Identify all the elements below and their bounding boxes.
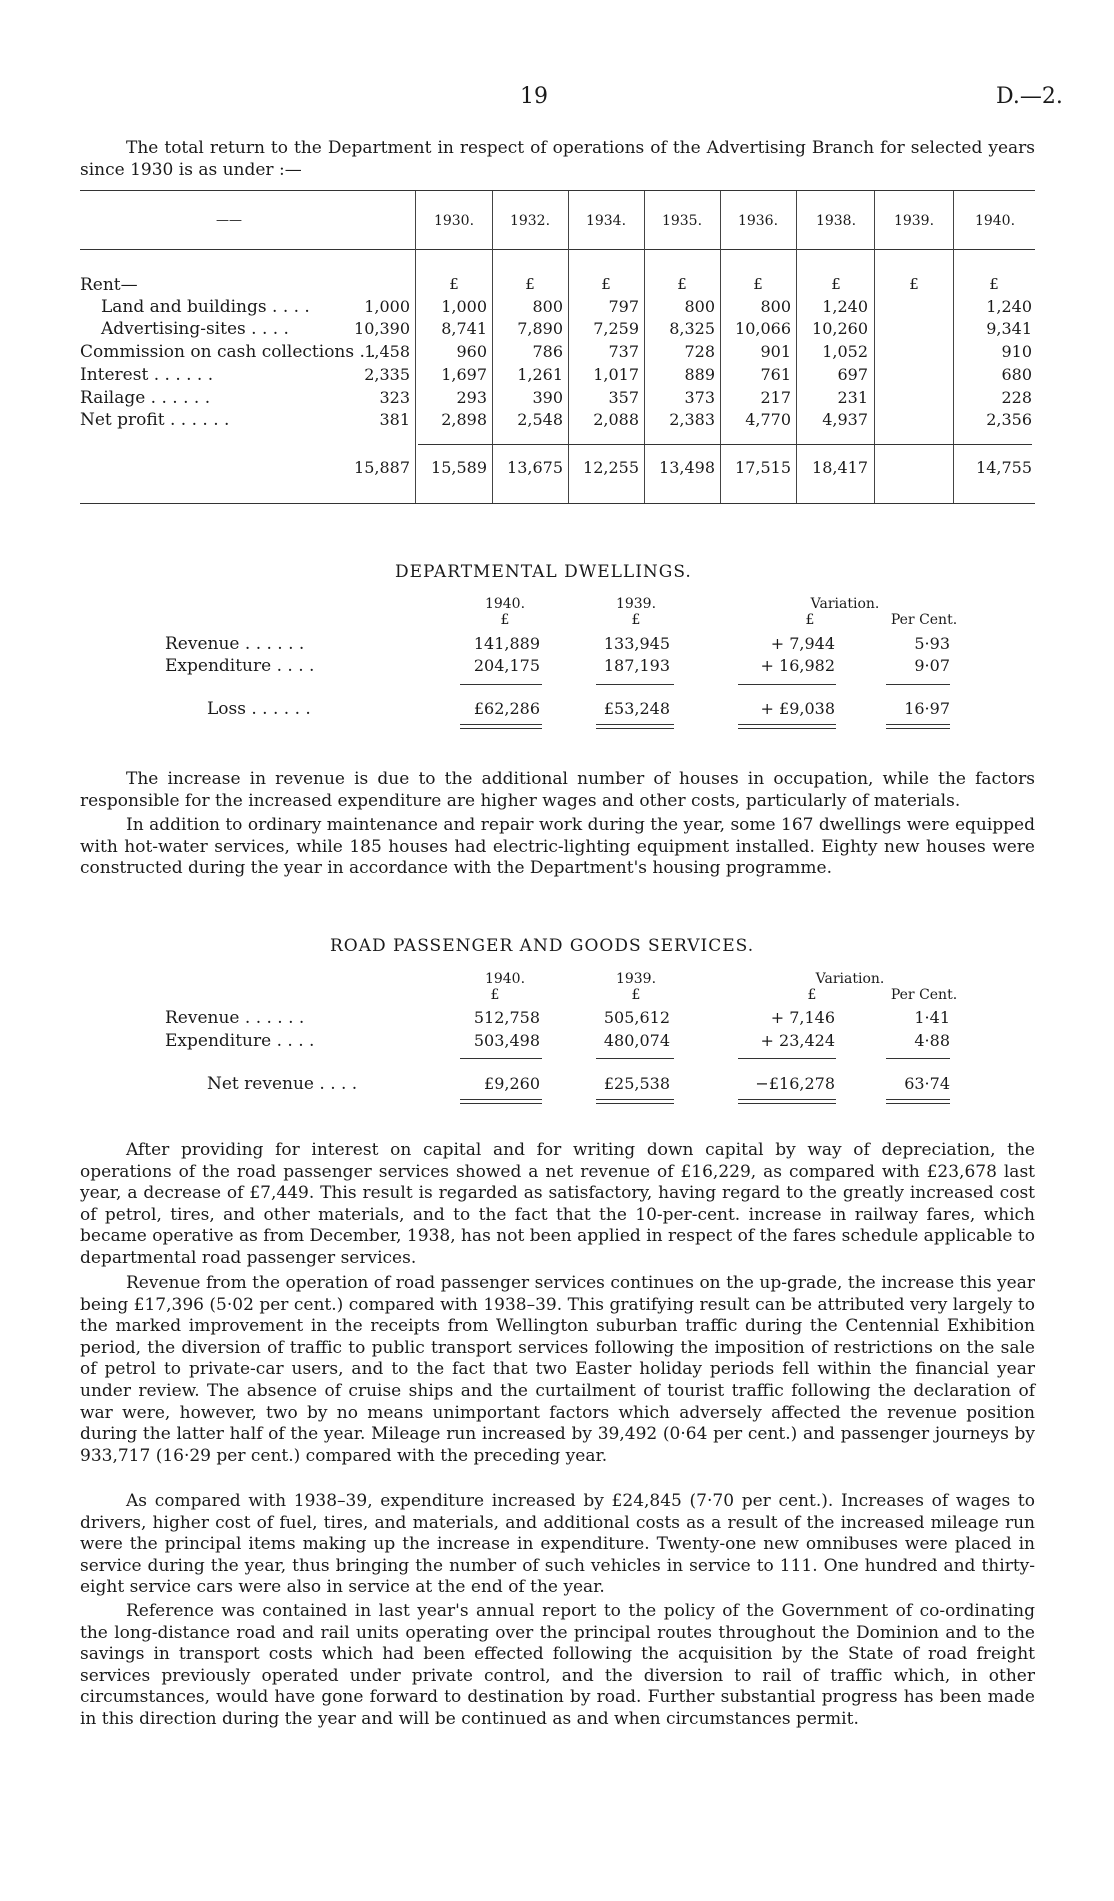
unit-pound: £ (807, 987, 817, 1003)
col-divider (953, 191, 954, 503)
table-cell: 800 (532, 297, 563, 316)
column-header-1940: 1940. (484, 971, 526, 987)
table-cell: 373 (684, 388, 715, 407)
unit-pound: £ (490, 987, 500, 1003)
table-header-rule (80, 249, 1035, 250)
table-cell: 9,341 (986, 319, 1032, 338)
value-percent: 4·88 (914, 1031, 950, 1050)
total-cell: 12,255 (583, 458, 639, 477)
table-cell: 228 (1001, 388, 1032, 407)
total-label: Net revenue . . . . (207, 1074, 358, 1094)
table-corner-label: —— (216, 213, 242, 228)
unit-pound: £ (500, 612, 510, 628)
column-header-1940: 1940. (484, 596, 526, 612)
table-cell: 1,052 (822, 342, 868, 361)
row-label: Expenditure . . . . (165, 1031, 315, 1051)
table-cell: 1,697 (441, 365, 487, 384)
table-cell: 1,261 (517, 365, 563, 384)
table-cell: 2,898 (441, 410, 487, 429)
currency-symbol: £ (601, 275, 611, 293)
table-cell: 10,066 (735, 319, 791, 338)
total-double-rule (738, 724, 836, 729)
table-cell: 728 (684, 342, 715, 361)
unit-percent: Per Cent. (890, 612, 958, 628)
value-1940: 204,175 (473, 656, 540, 675)
total-label: Loss . . . . . . (207, 699, 311, 719)
year-header: 1939. (893, 213, 935, 229)
table-cell: 231 (837, 388, 868, 407)
paragraph: The increase in revenue is due to the additional number of houses in occupation, while the factors responsible for the increased expenditure are higher wages and other costs, particularly of materials. (80, 769, 1035, 811)
table-cell: 4,770 (745, 410, 791, 429)
total-cell: 13,675 (507, 458, 563, 477)
total-cell: 14,755 (976, 458, 1032, 477)
total-cell: 17,515 (735, 458, 791, 477)
table-cell: 1,017 (593, 365, 639, 384)
subtotal-rule (738, 684, 836, 685)
year-header: 1930. (433, 213, 475, 229)
year-header: 1940. (974, 213, 1016, 229)
table-cell: 10,390 (354, 319, 410, 338)
subtotal-rule (596, 684, 674, 685)
value-percent: 1·41 (914, 1008, 950, 1027)
row-label: Interest . . . . . . (80, 365, 214, 385)
table-cell: 2,356 (986, 410, 1032, 429)
year-header: 1938. (815, 213, 857, 229)
table-cell: 797 (608, 297, 639, 316)
value-variation: + 23,424 (760, 1031, 835, 1050)
currency-symbol: £ (909, 275, 919, 293)
subtotal-rule (886, 1058, 950, 1059)
table-cell: 357 (608, 388, 639, 407)
value-1940: 512,758 (473, 1008, 540, 1027)
value-percent: 5·93 (914, 634, 950, 653)
section-title: ROAD PASSENGER AND GOODS SERVICES. (330, 936, 755, 956)
value-variation: + 7,146 (770, 1008, 835, 1027)
total-double-rule (460, 724, 542, 729)
table-cell: 1,000 (441, 297, 487, 316)
year-header: 1934. (585, 213, 627, 229)
col-divider (492, 191, 493, 503)
table-cell: 800 (760, 297, 791, 316)
intro-paragraph: The total return to the Department in respect of operations of the Advertising Branch for selected years since 1930 is as under :— (80, 138, 1035, 180)
total-1940: £9,260 (484, 1074, 540, 1093)
total-1939: £25,538 (603, 1074, 670, 1093)
currency-symbol: £ (449, 275, 459, 293)
table-cell: 7,259 (593, 319, 639, 338)
table-cell: 737 (608, 342, 639, 361)
total-percent: 16·97 (904, 699, 950, 718)
column-header-variation: Variation. (810, 596, 880, 612)
total-cell: 13,498 (659, 458, 715, 477)
total-1940: £62,286 (473, 699, 540, 718)
table-cell: 1,240 (822, 297, 868, 316)
row-label: Land and buildings . . . . (101, 297, 310, 317)
total-cell: 18,417 (812, 458, 868, 477)
table-cell: 697 (837, 365, 868, 384)
value-1939: 187,193 (603, 656, 670, 675)
table-cell: 901 (760, 342, 791, 361)
row-label: Revenue . . . . . . (165, 1008, 305, 1028)
paragraph: As compared with 1938–39, expenditure increased by £24,845 (7·70 per cent.). Increases of wages to drivers, higher cost of fuel, tires, and materials, and additional costs as a result of the increased mileage run were the principal items making up the increase in expenditure. Twenty-one new omnibuses were placed in service during the year, thus bringing the number of such vehicles in service to 111. One hundred and thirty-eight service cars were also in service at the end of the year. (80, 1491, 1035, 1598)
col-divider (568, 191, 569, 503)
paragraph: After providing for interest on capital and for writing down capital by way of depreciation, the operations of the road passenger services showed a net revenue of £16,229, as compared with £23,678 last year, a decrease of £7,449. This result is regarded as satisfactory, having regard to the greatly increased cost of petrol, tires, and other materials, and to the fact that the 10-per-cent. increase in railway fares, which became operative as from December, 1938, has not been applied in respect of the fares schedule applicable to departmental road passenger services. (80, 1140, 1035, 1268)
column-header-1939: 1939. (615, 596, 657, 612)
table-cell: 2,548 (517, 410, 563, 429)
value-1939: 480,074 (603, 1031, 670, 1050)
subtotal-rule (886, 684, 950, 685)
currency-symbol: £ (525, 275, 535, 293)
unit-pound: £ (805, 612, 815, 628)
currency-symbol: £ (677, 275, 687, 293)
table-cell: 381 (379, 410, 410, 429)
table-cell: 761 (760, 365, 791, 384)
totals-rule (418, 444, 1032, 445)
col-divider (720, 191, 721, 503)
col-divider (874, 191, 875, 503)
table-cell: 217 (760, 388, 791, 407)
table-cell: 8,325 (669, 319, 715, 338)
total-1939: £53,248 (603, 699, 670, 718)
value-1940: 141,889 (473, 634, 540, 653)
value-1939: 133,945 (603, 634, 670, 653)
row-label: Net profit . . . . . . (80, 410, 230, 430)
currency-symbol: £ (989, 275, 999, 293)
total-double-rule (460, 1099, 542, 1104)
year-header: 1936. (737, 213, 779, 229)
unit-pound: £ (631, 612, 641, 628)
table-bottom-rule (80, 503, 1035, 504)
table-cell: 2,335 (364, 365, 410, 384)
row-label: Commission on cash collections . . (80, 342, 376, 362)
table-cell: 1,458 (364, 342, 410, 361)
col-divider (415, 191, 416, 503)
table-cell: 910 (1001, 342, 1032, 361)
table-cell: 960 (456, 342, 487, 361)
unit-pound: £ (631, 987, 641, 1003)
subtotal-rule (596, 1058, 674, 1059)
col-divider (796, 191, 797, 503)
currency-symbol: £ (831, 275, 841, 293)
total-double-rule (738, 1099, 836, 1104)
paragraph: Revenue from the operation of road passenger services continues on the up-grade, the increase this year being £17,396 (5·02 per cent.) compared with 1938–39. This gratifying result can be attributed very largely to the marked improvement in the receipts from Wellington suburban traffic during the Centennial Exhibition period, the diversion of traffic to public transport services following the imposition of restrictions on the sale of petrol to private-car users, and to the fact that two Easter holiday periods fell within the financial year under review. The absence of cruise ships and the curtailment of tourist traffic following the declaration of war were, however, two by no means unimportant factors which adversely affected the revenue position during the latter half of the year. Mileage run increased by 39,492 (0·64 per cent.) and passenger journeys by 933,717 (16·29 per cent.) compared with the preceding year. (80, 1273, 1035, 1466)
col-divider (644, 191, 645, 503)
paragraph: In addition to ordinary maintenance and repair work during the year, some 167 dwellings were equipped with hot-water services, while 185 houses had electric-lighting equipment installed. Eighty new houses were constructed during the year in accordance with the Department's housing programme. (80, 815, 1035, 879)
row-label: Expenditure . . . . (165, 656, 315, 676)
total-percent: 63·74 (904, 1074, 950, 1093)
table-cell: 7,890 (517, 319, 563, 338)
subtotal-rule (460, 684, 542, 685)
total-variation: + £9,038 (760, 699, 835, 718)
value-1939: 505,612 (603, 1008, 670, 1027)
year-header: 1932. (509, 213, 551, 229)
total-cell: 15,887 (354, 458, 410, 477)
row-label: Revenue . . . . . . (165, 634, 305, 654)
column-header-variation: Variation. (815, 971, 885, 987)
table-cell: 2,088 (593, 410, 639, 429)
page-number: 19 (520, 84, 548, 109)
section-title: DEPARTMENTAL DWELLINGS. (395, 562, 692, 582)
value-percent: 9·07 (914, 656, 950, 675)
table-cell: 390 (532, 388, 563, 407)
table-cell: 2,383 (669, 410, 715, 429)
table-cell: 786 (532, 342, 563, 361)
value-variation: + 7,944 (770, 634, 835, 653)
value-1940: 503,498 (473, 1031, 540, 1050)
table-cell: 4,937 (822, 410, 868, 429)
total-variation: −£16,278 (755, 1074, 835, 1093)
document-reference: D.—2. (996, 84, 1063, 109)
unit-percent: Per Cent. (890, 987, 958, 1003)
value-variation: + 16,982 (760, 656, 835, 675)
table-top-rule (80, 190, 1035, 191)
currency-symbol: £ (753, 275, 763, 293)
table-cell: 800 (684, 297, 715, 316)
table-cell: 323 (379, 388, 410, 407)
table-cell: 1,000 (364, 297, 410, 316)
total-double-rule (596, 724, 674, 729)
paragraph: Reference was contained in last year's annual report to the policy of the Government of co-ordinating the long-distance road and rail units operating over the principal routes throughout the Dominion and to the savings in transport costs which had been effected following the acquisition by the State of road freight services previously operated under private control, and the diversion to rail of traffic which, in other circumstances, would have gone forward to destination by road. Further substantial progress has been made in this direction during the year and will be continued as and when circumstances permit. (80, 1601, 1035, 1729)
column-header-1939: 1939. (615, 971, 657, 987)
row-label: Advertising-sites . . . . (101, 319, 289, 339)
total-double-rule (596, 1099, 674, 1104)
table-cell: 680 (1001, 365, 1032, 384)
total-double-rule (886, 724, 950, 729)
year-header: 1935. (661, 213, 703, 229)
subtotal-rule (460, 1058, 542, 1059)
table-cell: 10,260 (812, 319, 868, 338)
subtotal-rule (738, 1058, 836, 1059)
row-group-label: Rent— (80, 275, 138, 295)
table-cell: 1,240 (986, 297, 1032, 316)
row-label: Railage . . . . . . (80, 388, 211, 408)
table-cell: 293 (456, 388, 487, 407)
table-cell: 8,741 (441, 319, 487, 338)
table-cell: 889 (684, 365, 715, 384)
total-cell: 15,589 (431, 458, 487, 477)
total-double-rule (886, 1099, 950, 1104)
